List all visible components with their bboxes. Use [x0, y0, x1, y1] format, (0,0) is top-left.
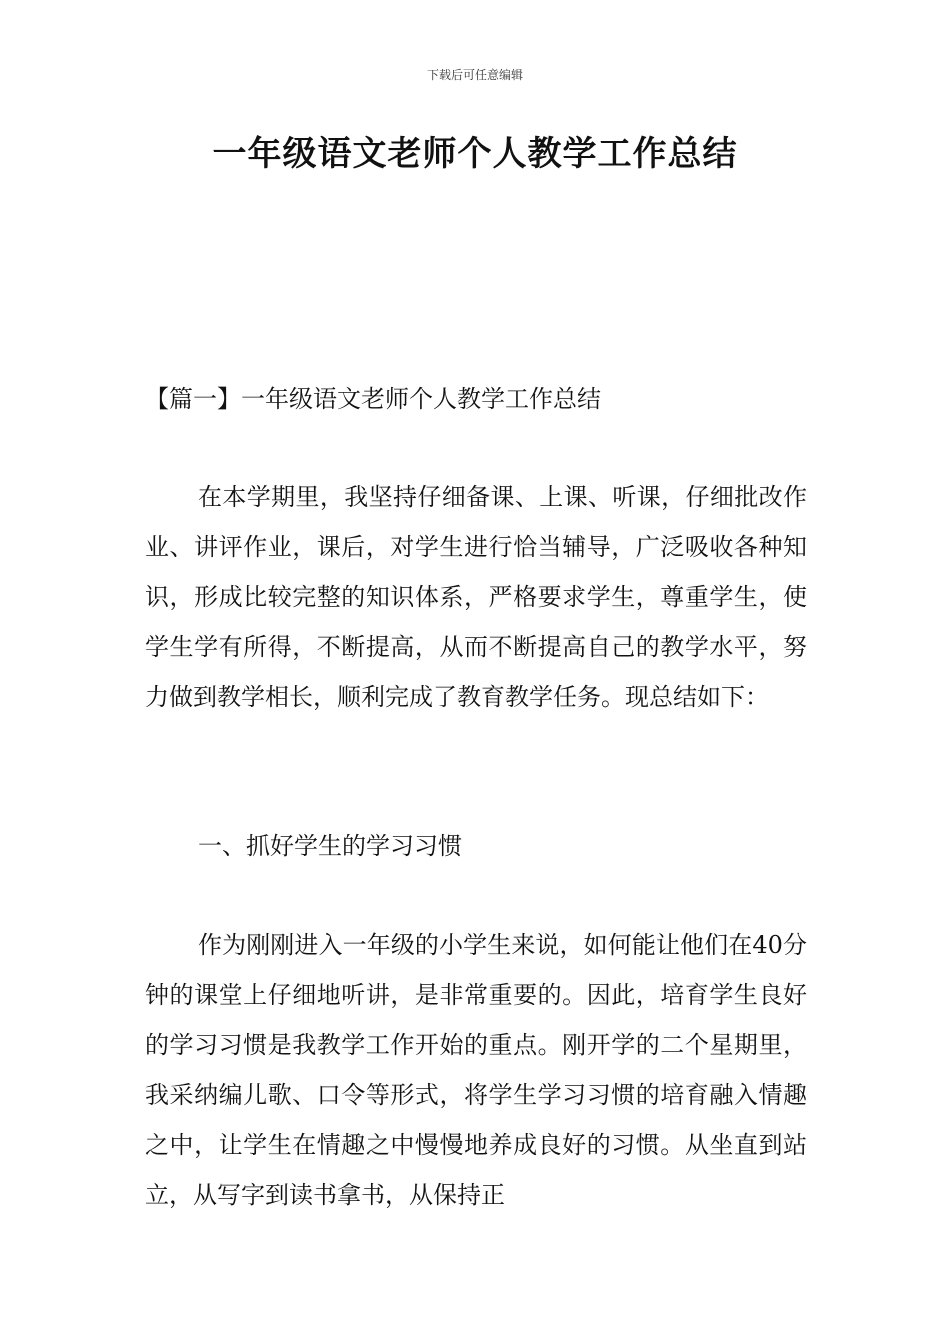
header-note: 下载后可任意编辑 [426, 68, 523, 82]
page-title: 一年级语文老师个人教学工作总结 [212, 134, 738, 174]
sub-heading: 一、抓好学生的学习习惯 [198, 832, 462, 860]
section-heading: 【篇一】一年级语文老师个人教学工作总结 [145, 385, 601, 413]
body-paragraph: 作为刚刚进入一年级的小学生来说，如何能让他们在40分钟的课堂上仔细地听讲，是非常重要的。因此，培育学生良好的学习习惯是我教学工作开始的重点。刚开学的二个星期里，我采纳编儿歌、口令等形式，将学生学习习惯的培育融入情趣之中，让学生在情趣之中慢慢地养成良好的习惯。从坐直到站立，从写字到读书拿书，从保持正 [145, 931, 807, 1209]
body-paragraph: 在本学期里，我坚持仔细备课、上课、听课，仔细批改作业、讲评作业，课后，对学生进行恰当辅导，广泛吸收各种知识，形成比较完整的知识体系，严格要求学生，尊重学生，使学生学有所得，不断提高，从而不断提高自己的教学水平，努力做到教学相长，顺利完成了教育教学任务。现总结如下： [145, 483, 807, 711]
